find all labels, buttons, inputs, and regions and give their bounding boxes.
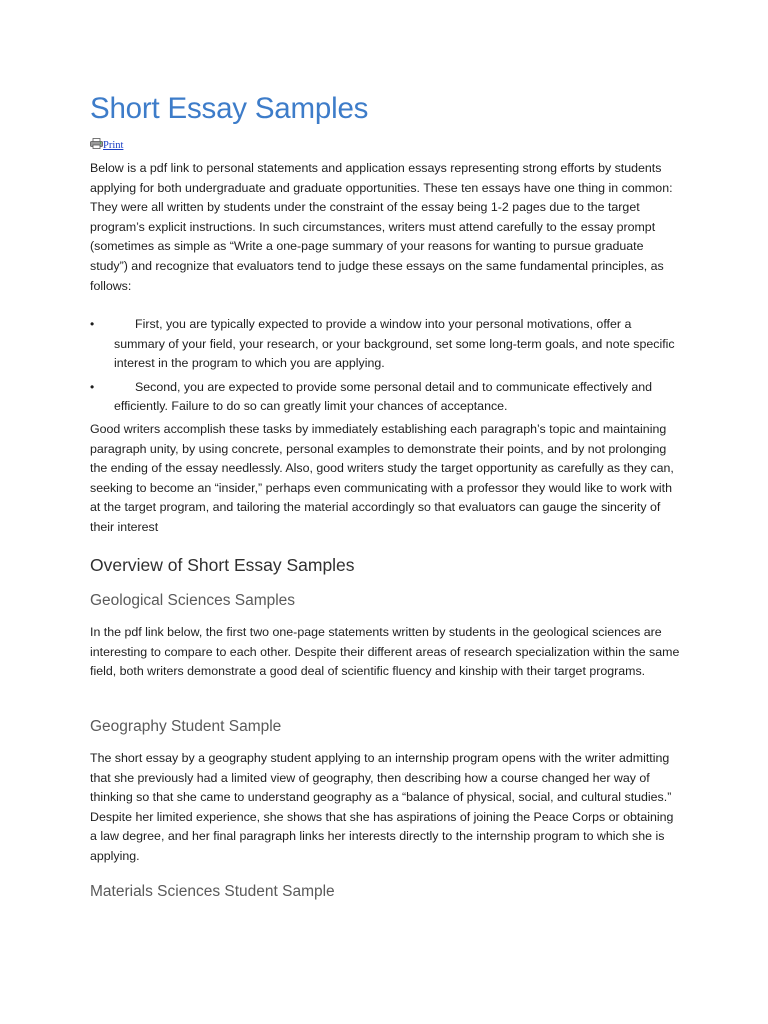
writers-paragraph: Good writers accomplish these tasks by immediately establishing each paragraph’s topic and maintaining paragraph unity, by using concrete, personal examples to demonstrate their points, and by not prolonging the ending of the essay needlessly. Also, good writers study the target opportunity as carefully as they can, seeking to become an “insider,” perhaps even communicating with a professor they would like to work with at the target program, and tailoring the material accordingly so that evaluators can gauge the sincerity of their interest (90, 422, 674, 534)
printer-icon (90, 138, 103, 149)
section-paragraph-geological-sciences: In the pdf link below, the first two one-page statements written by students in the geological sciences are interesting to compare to each other. Despite their different areas of research specialization within the same field, both writers demonstrate a good deal of scientific fluency and kinship with their target programs. (90, 625, 680, 679)
list-item (90, 378, 682, 417)
section-paragraph-geography: The short essay by a geography student applying to an internship program opens with the writer admitting that she previously had a limited view of geography, then describing how a course changed her way of thinking so that she came to understand geography as a “balance of physical, social, and cultural studies.” Despite her limited experience, she shows that she has aspirations of joining the Peace Corps or obtaining a law degree, and her final paragraph links her interests directly to the internship program to which she is applying. (90, 751, 674, 863)
page-title: Short Essay Samples (90, 92, 369, 125)
bullet-marker: • (90, 317, 95, 331)
section-heading-geography: Geography Student Sample (90, 718, 282, 735)
bullet-marker: • (90, 379, 95, 394)
list-item (90, 315, 682, 374)
section-heading-materials-sciences: Materials Sciences Student Sample (90, 883, 335, 900)
overview-heading: Overview of Short Essay Samples (90, 555, 355, 575)
bullet-list (90, 315, 682, 421)
print-link[interactable] (90, 140, 123, 151)
bullet-text: First, you are typically expected to provide a window into your personal motivations, offer a summary of your field, your research, or your background, set some long-term goals, and note specific interest in the program to which you are applying. (114, 317, 675, 371)
print-link-label: Print (103, 140, 124, 151)
intro-paragraph: Below is a pdf link to personal statements and application essays representing strong efforts by students applying for both undergraduate and graduate opportunities. These ten essays have one thing in common: They were all written by students under the constraint of the essay being 1-2 pages due to the target program’s explicit instructions. In such circumstances, writers must attend carefully to the essay prompt (sometimes as simple as “Write a one-page summary of your reasons for wanting to pursue graduate study”) and recognize that evaluators tend to judge these essays on the same fundamental principles, as follows: (90, 161, 673, 293)
bullet-text: Second, you are expected to provide some personal detail and to communicate effectively and efficiently. Failure to do so can greatly limit your chances of acceptance. (114, 379, 653, 414)
section-heading-geological-sciences: Geological Sciences Samples (90, 592, 296, 609)
